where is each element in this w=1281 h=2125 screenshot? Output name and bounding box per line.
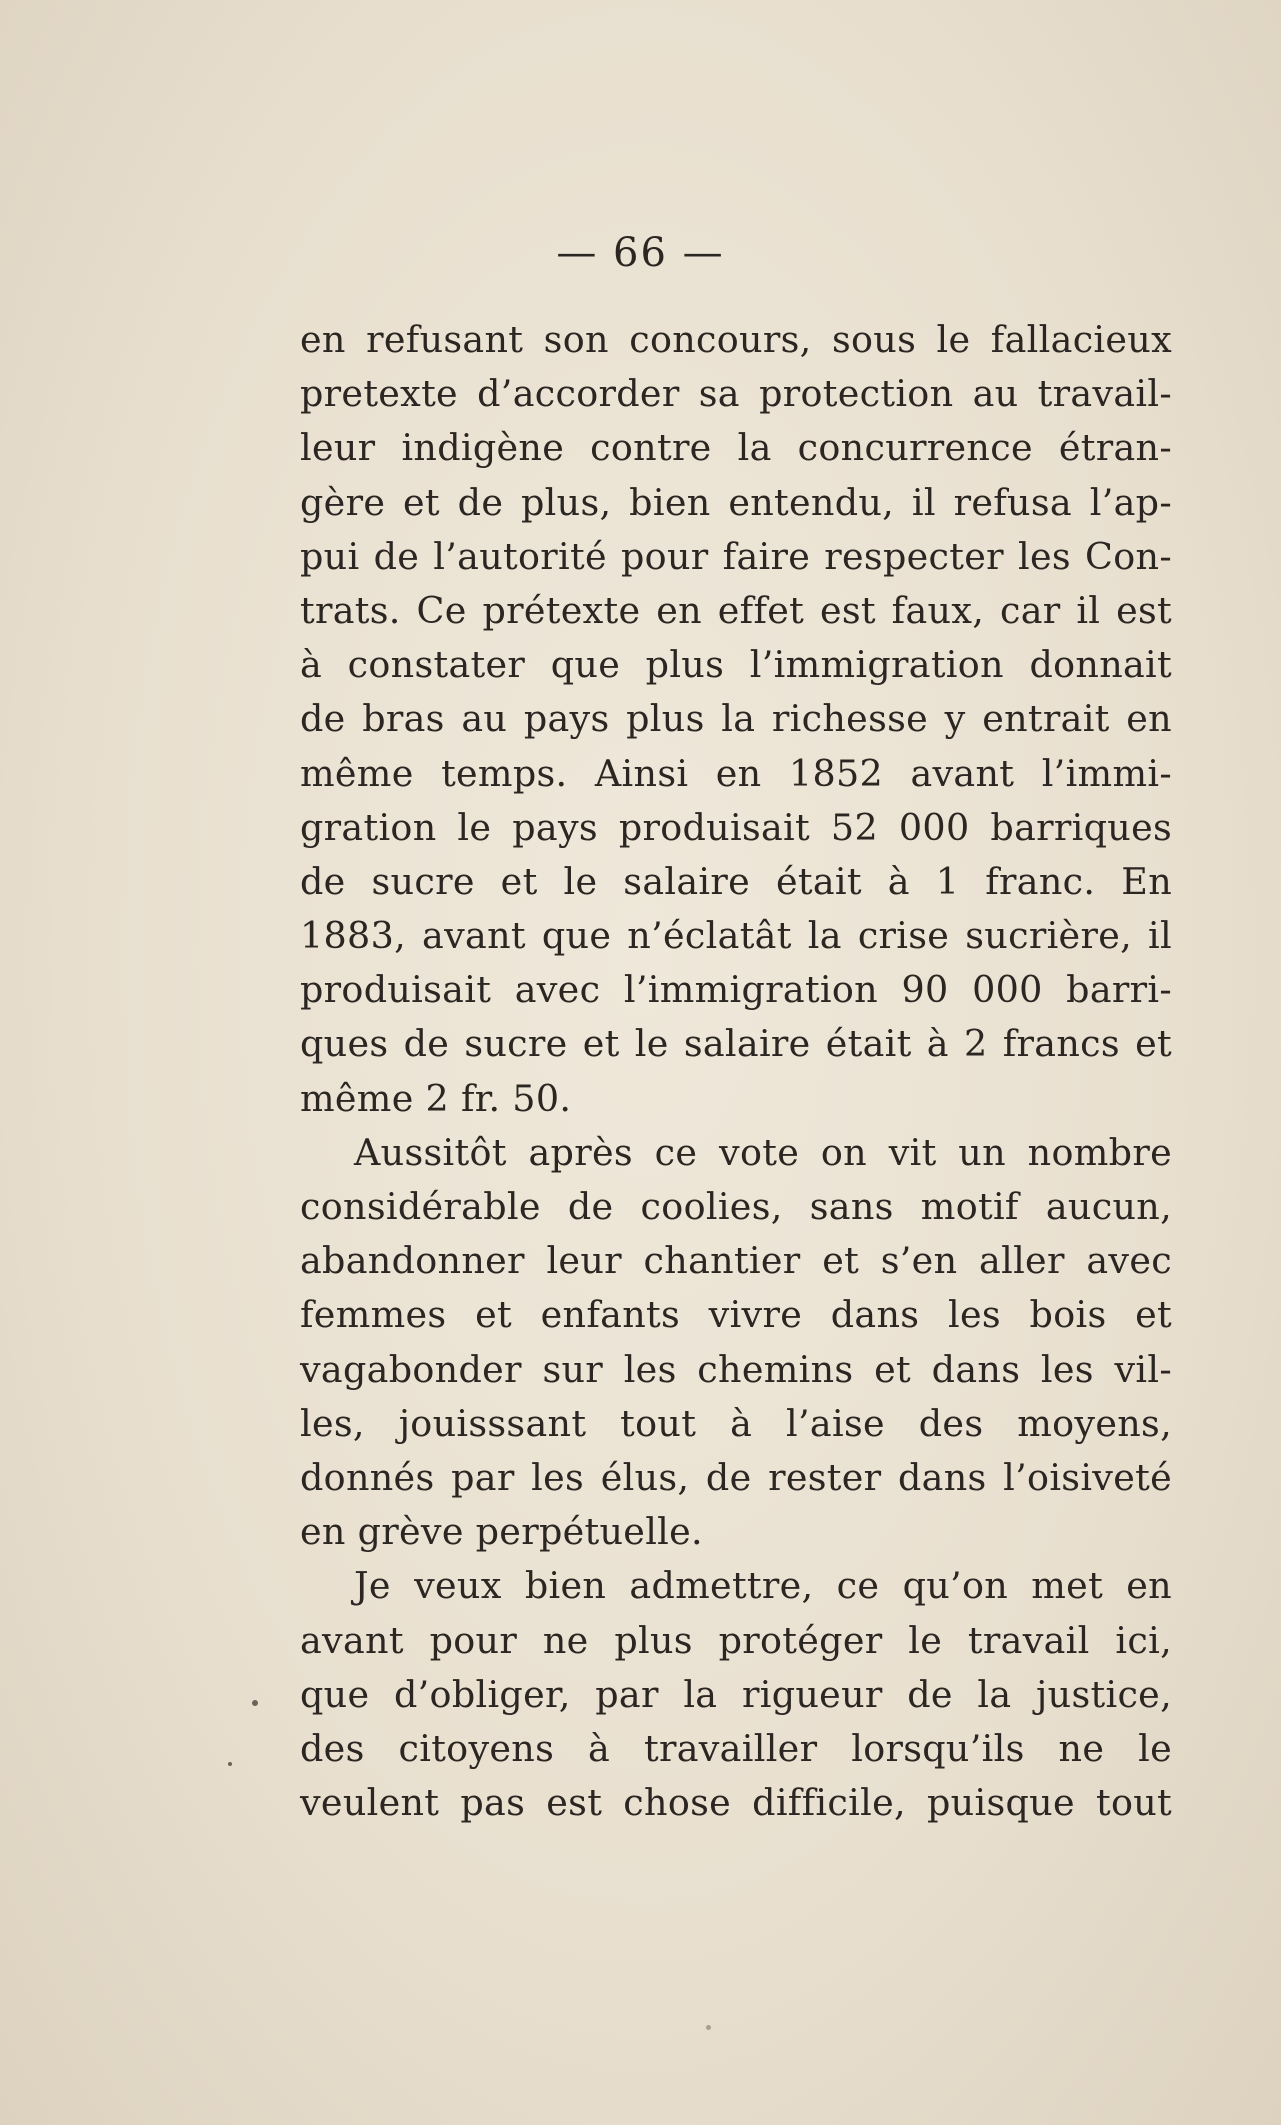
text-line: des citoyens à travailler lorsqu’ils ne le (300, 1726, 1172, 1770)
text-line: considérable de coolies, sans motif aucun, (300, 1185, 1172, 1228)
text-line: trats. Ce prétexte en effet est faux, car il est (300, 588, 1172, 632)
ink-speck (252, 1700, 258, 1706)
text-line: de sucre et le salaire était à 1 franc. En (300, 859, 1172, 903)
text-line: veulent pas est chose difficile, puisque tout (300, 1781, 1172, 1825)
ink-speck (706, 2025, 711, 2030)
ink-speck (228, 1762, 232, 1766)
text-line: en refusant son concours, sous le fallacieux (300, 318, 1172, 361)
text-line: de bras au pays plus la richesse y entrait en (300, 697, 1172, 741)
text-line: leur indigène contre la concurrence étran- (300, 426, 1172, 470)
text-line: en grève perpétuelle. (300, 1510, 703, 1554)
text-line: ques de sucre et le salaire était à 2 francs et (300, 1022, 1172, 1066)
text-line: pretexte d’accorder sa protection au travail- (300, 372, 1172, 416)
text-line: même temps. Ainsi en 1852 avant l’immi- (300, 751, 1172, 795)
text-line: donnés par les élus, de rester dans l’oisiveté (300, 1455, 1172, 1499)
text-line: gère et de plus, bien entendu, il refusa l’ap- (300, 480, 1172, 524)
text-line: même 2 fr. 50. (300, 1076, 572, 1120)
text-line: avant pour ne plus protéger le travail ici, (300, 1618, 1172, 1662)
text-line: abandonner leur chantier et s’en aller avec (300, 1239, 1172, 1283)
text-line: Je veux bien admettre, ce qu’on met en (354, 1564, 1172, 1608)
text-line: les, jouisssant tout à l’aise des moyens, (300, 1401, 1172, 1445)
text-line: produisait avec l’immigration 90 000 barri- (300, 968, 1172, 1012)
text-line: à constater que plus l’immigration donnait (300, 643, 1172, 687)
page-number: — 66 — (556, 230, 725, 276)
text-line: Aussitôt après ce vote on vit un nombre (354, 1130, 1172, 1174)
body-text (300, 313, 1172, 1830)
text-line: vagabonder sur les chemins et dans les vil- (300, 1347, 1172, 1391)
text-line: femmes et enfants vivre dans les bois et (300, 1293, 1172, 1337)
text-line: 1883, avant que n’éclatât la crise sucrière, il (300, 914, 1172, 958)
text-line: pui de l’autorité pour faire respecter les Con- (300, 534, 1172, 578)
text-line: que d’obliger, par la rigueur de la justice, (300, 1672, 1172, 1716)
text-line: gration le pays produisait 52 000 barriques (300, 805, 1172, 849)
